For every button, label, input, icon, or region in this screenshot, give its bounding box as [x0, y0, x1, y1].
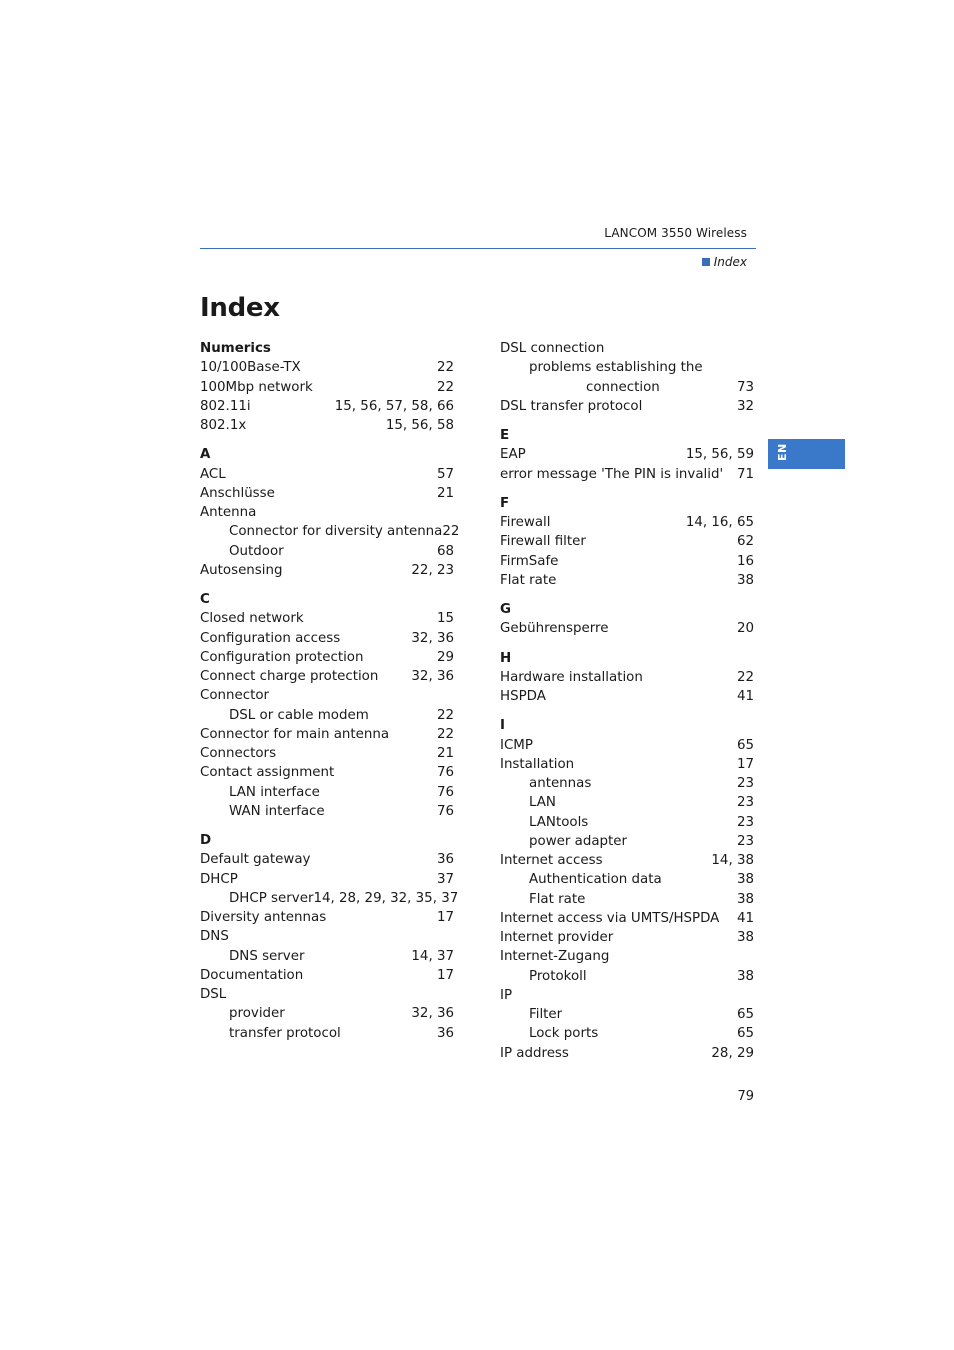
index-pages: 38	[736, 872, 754, 888]
index-pages: 22, 23	[411, 562, 454, 578]
index-term: 802.11i	[200, 398, 251, 414]
index-term: DSL connection	[500, 341, 605, 356]
index-pages: 29	[436, 649, 454, 665]
index-letter-heading	[200, 590, 454, 609]
index-entry	[500, 571, 754, 590]
index-pages: 37	[436, 871, 454, 887]
index-term: IP address	[500, 1045, 569, 1061]
index-pages: 22	[436, 360, 454, 376]
index-entry	[500, 339, 754, 358]
index-term: Hardware installation	[500, 669, 643, 685]
index-pages: 36	[436, 852, 454, 868]
index-pages: 32, 36	[411, 1006, 454, 1022]
index-pages: 15, 56, 59	[685, 447, 754, 463]
index-term: Outdoor	[229, 543, 284, 559]
index-pages: 65	[736, 1026, 754, 1042]
index-entry	[200, 889, 459, 908]
index-entry	[200, 484, 454, 503]
index-entry	[200, 870, 454, 889]
index-entry	[500, 465, 754, 484]
index-entry	[500, 1005, 754, 1024]
index-pages: 76	[436, 765, 454, 781]
index-pages: 73	[736, 379, 754, 395]
index-entry	[200, 667, 454, 686]
index-entry	[200, 686, 454, 705]
index-pages: 38	[736, 572, 754, 588]
index-term: DHCP	[200, 871, 238, 887]
index-term: WAN interface	[229, 803, 325, 819]
index-pages: 20	[736, 621, 754, 637]
index-entry	[200, 648, 454, 667]
index-entry	[200, 744, 454, 763]
index-pages: 22	[436, 379, 454, 395]
index-term: Connect charge protection	[200, 669, 379, 684]
section-label-text: Index	[713, 255, 747, 269]
index-entry	[200, 609, 454, 628]
index-pages: 22	[736, 669, 754, 685]
index-term: LANtools	[529, 814, 589, 830]
header-rule	[200, 248, 756, 249]
index-pages: 41	[736, 689, 754, 704]
index-pages: 65	[736, 1007, 754, 1022]
index-term: Firewall	[500, 515, 551, 530]
index-letter-heading	[500, 716, 754, 735]
index-term: Contact assignment	[200, 765, 335, 781]
index-entry	[200, 542, 454, 561]
index-entry	[200, 783, 454, 802]
index-pages: 38	[736, 930, 754, 945]
index-pages: 21	[436, 746, 454, 761]
index-pages: 22	[436, 707, 454, 723]
index-letter-heading	[200, 339, 454, 358]
index-pages: 28, 29	[711, 1045, 754, 1061]
running-header-title: LANCOM 3550 Wireless	[604, 226, 747, 240]
index-letter-heading	[200, 445, 454, 464]
index-entry	[200, 1024, 454, 1043]
index-pages: 15, 56, 57, 58, 66	[334, 398, 454, 414]
index-term: LAN interface	[229, 784, 320, 800]
index-term: DSL or cable modem	[229, 707, 369, 723]
index-term: Closed network	[200, 611, 304, 627]
index-term: 10/100Base-TX	[200, 360, 301, 376]
index-pages: 32	[736, 398, 754, 414]
index-pages: 23	[736, 833, 754, 849]
index-entry	[500, 813, 754, 832]
index-term: Authentication data	[529, 872, 662, 888]
index-letter-text: Numerics	[200, 341, 271, 356]
index-entry	[200, 629, 454, 648]
index-term: Internet-Zugang	[500, 949, 610, 965]
index-entry	[500, 397, 754, 416]
index-entry	[200, 725, 454, 744]
index-entry	[500, 445, 754, 464]
index-entry	[500, 909, 754, 928]
index-term: DNS server	[229, 948, 305, 964]
index-entry	[500, 358, 754, 377]
index-pages: 17	[436, 967, 454, 983]
index-entry	[500, 986, 754, 1005]
index-entry	[200, 522, 460, 541]
index-term: error message 'The PIN is invalid'	[500, 466, 724, 482]
index-term: Default gateway	[200, 852, 311, 868]
index-term: ICMP	[500, 737, 533, 753]
index-pages: 14, 38	[711, 853, 754, 868]
index-letter-heading	[500, 649, 754, 668]
index-entry	[200, 850, 454, 869]
index-entry	[500, 947, 754, 966]
index-pages: 36	[436, 1025, 454, 1041]
index-term: transfer protocol	[229, 1025, 341, 1041]
language-tab-label: EN	[776, 443, 789, 461]
index-entry	[500, 736, 754, 755]
index-pages: 23	[736, 814, 754, 830]
index-pages: 15, 56, 58	[385, 418, 454, 433]
index-term: Flat rate	[500, 572, 557, 588]
index-entry	[500, 870, 754, 889]
index-entry	[500, 552, 754, 571]
index-entry	[200, 763, 454, 782]
index-term: 100Mbp network	[200, 379, 313, 395]
index-term: Configuration access	[200, 630, 341, 646]
index-term: Connector	[200, 688, 270, 704]
index-entry	[500, 890, 754, 909]
index-pages: 21	[436, 485, 454, 501]
index-term: Filter	[529, 1007, 563, 1022]
index-term: Connectors	[200, 746, 277, 761]
index-entry	[200, 561, 454, 580]
index-term: HSPDA	[500, 689, 546, 704]
index-pages: 16	[736, 553, 754, 569]
index-term: Connector for main antenna	[200, 726, 390, 742]
index-entry	[500, 832, 754, 851]
index-letter-text: G	[500, 602, 511, 617]
index-pages: 14, 28, 29, 32, 35, 37	[313, 890, 459, 906]
index-term: Documentation	[200, 967, 304, 983]
index-pages: 23	[736, 795, 754, 811]
page-number: 79	[737, 1089, 754, 1104]
index-term: Gebührensperre	[500, 621, 609, 637]
index-term: Lock ports	[529, 1026, 599, 1042]
index-entry	[200, 908, 454, 927]
index-term: Diversity antennas	[200, 910, 327, 925]
index-entry	[500, 1044, 754, 1063]
index-pages: 17	[736, 756, 754, 772]
index-pages: 22	[436, 726, 454, 742]
index-entry	[200, 358, 454, 377]
language-tab	[768, 439, 845, 469]
index-pages: 15	[436, 611, 454, 627]
index-letter-heading	[500, 494, 754, 513]
index-entry	[500, 532, 754, 551]
index-pages: 38	[736, 968, 754, 984]
index-pages: 22	[442, 524, 460, 540]
index-entry	[500, 755, 754, 774]
index-letter-heading	[500, 426, 754, 445]
index-term: DNS	[200, 929, 229, 945]
index-term: Autosensing	[200, 562, 283, 578]
index-term: provider	[229, 1006, 285, 1022]
index-term: DSL	[200, 987, 227, 1002]
index-pages: 76	[436, 803, 454, 819]
index-term: Firewall filter	[500, 534, 586, 550]
index-pages: 23	[736, 776, 754, 791]
index-pages: 41	[736, 910, 754, 926]
index-term: connection	[586, 379, 660, 395]
index-letter-heading	[200, 831, 454, 850]
index-pages: 38	[736, 891, 754, 907]
index-term: Internet access via UMTS/HSPDA	[500, 910, 720, 926]
index-entry	[500, 928, 754, 947]
index-term: 802.1x	[200, 418, 247, 433]
index-entry	[500, 1024, 754, 1043]
index-entry	[200, 802, 454, 821]
index-term: Antenna	[200, 505, 257, 520]
index-term: Protokoll	[529, 968, 587, 984]
index-entry	[500, 851, 754, 870]
index-letter-text: A	[200, 447, 211, 463]
index-pages: 62	[736, 534, 754, 550]
index-entry	[500, 619, 754, 638]
index-pages: 65	[736, 737, 754, 753]
index-letter-text: D	[200, 833, 212, 848]
index-entry	[200, 947, 454, 966]
index-pages: 68	[436, 543, 454, 559]
index-pages: 14, 16, 65	[685, 515, 754, 530]
index-letter-text: C	[200, 592, 210, 607]
index-term: Internet access	[500, 853, 603, 868]
index-term: ACL	[200, 466, 226, 482]
page-title: Index	[200, 293, 280, 323]
index-term: Connector for diversity antenna	[229, 524, 443, 540]
index-entry	[200, 397, 454, 416]
index-letter-text: E	[500, 428, 510, 443]
index-pages: 57	[436, 466, 454, 482]
index-column-left	[200, 339, 460, 1043]
index-pages: 76	[436, 784, 454, 800]
index-letter-text: I	[500, 718, 505, 734]
index-entry	[200, 416, 454, 435]
index-term: DSL transfer protocol	[500, 398, 643, 414]
index-pages: 14, 37	[411, 948, 454, 964]
index-term: IP	[500, 987, 513, 1003]
index-entry	[200, 378, 454, 397]
index-term: power adapter	[529, 833, 628, 849]
index-letter-heading	[500, 600, 754, 619]
index-entry	[200, 465, 454, 484]
index-pages: 32, 36	[411, 630, 454, 646]
index-entry	[200, 985, 454, 1004]
index-entry	[500, 687, 754, 706]
running-section-label	[702, 255, 747, 269]
index-entry	[500, 793, 754, 812]
index-term: Anschlüsse	[200, 485, 275, 501]
index-term: Internet provider	[500, 930, 614, 945]
index-term: LAN	[529, 795, 556, 811]
index-entry	[500, 378, 754, 397]
index-term: problems establishing the	[529, 360, 703, 376]
index-entry	[500, 967, 754, 986]
index-entry	[200, 503, 454, 522]
index-term: DHCP server	[229, 890, 314, 906]
index-entry	[200, 1004, 454, 1023]
index-entry	[200, 966, 454, 985]
index-entry	[500, 668, 754, 687]
square-bullet-icon	[702, 258, 710, 266]
index-pages: 17	[436, 910, 454, 925]
index-entry	[200, 706, 454, 725]
index-letter-text: F	[500, 495, 510, 511]
index-entry	[500, 774, 754, 793]
index-term: EAP	[500, 447, 526, 463]
index-term: antennas	[529, 776, 592, 791]
index-term: Installation	[500, 756, 575, 772]
index-entry	[200, 927, 454, 946]
index-term: Configuration protection	[200, 649, 364, 665]
index-term: Flat rate	[529, 891, 586, 907]
index-pages: 32, 36	[411, 669, 454, 684]
index-entry	[500, 513, 754, 532]
index-letter-text: H	[500, 650, 512, 666]
index-pages: 71	[736, 466, 754, 482]
index-column-right	[500, 339, 754, 1063]
index-term: FirmSafe	[500, 553, 559, 569]
